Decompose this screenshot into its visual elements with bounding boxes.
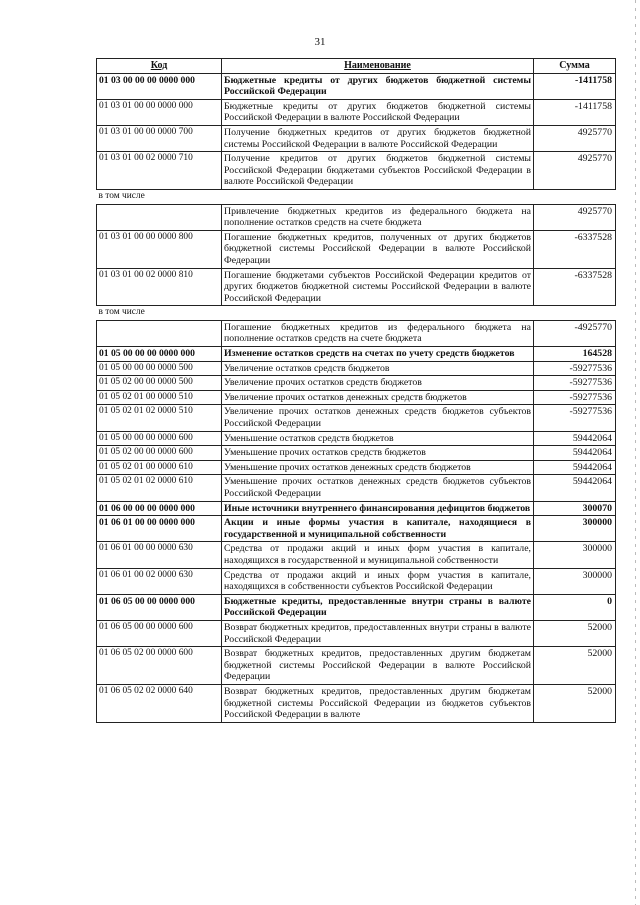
- row-code: 01 03 01 00 00 0000 000: [97, 99, 222, 125]
- row-code: 01 05 02 01 00 0000 610: [97, 460, 222, 475]
- row-code: 01 06 01 00 00 0000 630: [97, 542, 222, 568]
- row-sum: 59442064: [534, 446, 616, 461]
- note-text: в том числе: [97, 189, 616, 204]
- row-name: Получение бюджетных кредитов от других бюджетов бюджетной системы Российской Федерации в валюте Российской Федерации: [222, 125, 534, 151]
- row-sum: 59442064: [534, 475, 616, 501]
- row-sum: 4925770: [534, 152, 616, 190]
- row-name: Бюджетные кредиты, предоставленные внутри страны в валюте Российской Федерации: [222, 594, 534, 620]
- row-name: Погашение бюджетами субъектов Российской Федерации кредитов от других бюджетов бюджетной системы Российской Федерации в валюте Российской Федерации: [222, 268, 534, 306]
- row-name: Получение кредитов от других бюджетов бюджетной системы Российской Федерации бюджетами субъектов Российской Федерации в валюте Российской Федерации: [222, 152, 534, 190]
- row-sum: -59277536: [534, 390, 616, 405]
- table-row: [97, 230, 616, 268]
- row-sum: 52000: [534, 684, 616, 722]
- row-code: [97, 204, 222, 230]
- row-name: Увеличение прочих остатков средств бюджетов: [222, 376, 534, 391]
- row-sum: 52000: [534, 620, 616, 646]
- note-text: в том числе: [97, 306, 616, 321]
- table-row: [97, 125, 616, 151]
- table-row: [97, 405, 616, 431]
- table-body: [97, 73, 616, 722]
- note-row: [97, 189, 616, 204]
- table-row: [97, 73, 616, 99]
- row-code: 01 06 05 02 02 0000 640: [97, 684, 222, 722]
- row-code: 01 03 00 00 00 0000 000: [97, 73, 222, 99]
- row-code: 01 03 01 00 00 0000 700: [97, 125, 222, 151]
- table-row: [97, 684, 616, 722]
- row-sum: 4925770: [534, 204, 616, 230]
- table-row: [97, 320, 616, 346]
- table-row: [97, 390, 616, 405]
- row-sum: 300070: [534, 501, 616, 516]
- row-name: Бюджетные кредиты от других бюджетов бюджетной системы Российской Федерации в валюте Российской Федерации: [222, 99, 534, 125]
- row-name: Акции и иные формы участия в капитале, находящиеся в государственной и муниципальной собственности: [222, 516, 534, 542]
- table-row: [97, 568, 616, 594]
- table-row: [97, 204, 616, 230]
- row-name: Возврат бюджетных кредитов, предоставленных другим бюджетам бюджетной системы Российской Федерации в валюте Российской Федерации: [222, 647, 534, 685]
- row-name: Погашение бюджетных кредитов из федерального бюджета на пополнение остатков средств на счете бюджета: [222, 320, 534, 346]
- budget-sources-table: [96, 58, 616, 723]
- row-sum: 164528: [534, 347, 616, 362]
- note-row: [97, 306, 616, 321]
- table-row: [97, 431, 616, 446]
- table-row: [97, 594, 616, 620]
- row-code: 01 06 01 00 00 0000 000: [97, 516, 222, 542]
- row-code: 01 05 02 01 00 0000 510: [97, 390, 222, 405]
- row-name: Уменьшение прочих остатков денежных средств бюджетов: [222, 460, 534, 475]
- row-sum: -59277536: [534, 405, 616, 431]
- row-code: 01 05 02 01 02 0000 510: [97, 405, 222, 431]
- row-sum: 59442064: [534, 460, 616, 475]
- row-sum: -59277536: [534, 376, 616, 391]
- header-name: Наименование: [222, 59, 534, 74]
- table-row: [97, 542, 616, 568]
- header-code: Код: [97, 59, 222, 74]
- table-row: [97, 647, 616, 685]
- table-header-row: [97, 59, 616, 74]
- row-sum: -1411758: [534, 73, 616, 99]
- row-sum: -4925770: [534, 320, 616, 346]
- row-name: Увеличение остатков средств бюджетов: [222, 361, 534, 376]
- table-row: [97, 475, 616, 501]
- row-sum: -6337528: [534, 230, 616, 268]
- row-name: Уменьшение прочих остатков денежных средств бюджетов субъектов Российской Федерации: [222, 475, 534, 501]
- table-row: [97, 516, 616, 542]
- table-row: [97, 501, 616, 516]
- row-sum: 300000: [534, 516, 616, 542]
- table-row: [97, 620, 616, 646]
- table-row: [97, 152, 616, 190]
- scan-edge-artifact: [635, 0, 636, 905]
- row-code: 01 06 05 00 00 0000 600: [97, 620, 222, 646]
- row-code: 01 05 02 01 02 0000 610: [97, 475, 222, 501]
- row-code: 01 03 01 00 02 0000 810: [97, 268, 222, 306]
- row-code: 01 06 00 00 00 0000 000: [97, 501, 222, 516]
- row-code: 01 05 00 00 00 0000 500: [97, 361, 222, 376]
- row-code: 01 05 02 00 00 0000 500: [97, 376, 222, 391]
- row-code: 01 06 05 00 00 0000 000: [97, 594, 222, 620]
- row-name: Увеличение прочих остатков денежных средств бюджетов субъектов Российской Федерации: [222, 405, 534, 431]
- row-code: 01 05 00 00 00 0000 000: [97, 347, 222, 362]
- row-name: Уменьшение прочих остатков средств бюджетов: [222, 446, 534, 461]
- row-name: Привлечение бюджетных кредитов из федерального бюджета на пополнение остатков средств на счете бюджета: [222, 204, 534, 230]
- page-number: 31: [314, 36, 326, 48]
- row-code: 01 03 01 00 00 0000 800: [97, 230, 222, 268]
- row-name: Возврат бюджетных кредитов, предоставленных другим бюджетам бюджетной системы Российской Федерации из бюджетов субъектов Российской Федерации в валюте: [222, 684, 534, 722]
- table-row: [97, 460, 616, 475]
- row-code: [97, 320, 222, 346]
- table-row: [97, 268, 616, 306]
- row-sum: 300000: [534, 542, 616, 568]
- row-sum: -6337528: [534, 268, 616, 306]
- row-sum: -1411758: [534, 99, 616, 125]
- row-name: Увеличение прочих остатков денежных средств бюджетов: [222, 390, 534, 405]
- row-sum: 52000: [534, 647, 616, 685]
- row-code: 01 05 02 00 00 0000 600: [97, 446, 222, 461]
- row-name: Возврат бюджетных кредитов, предоставленных внутри страны в валюте Российской Федерации: [222, 620, 534, 646]
- row-sum: -59277536: [534, 361, 616, 376]
- row-name: Изменение остатков средств на счетах по учету средств бюджетов: [222, 347, 534, 362]
- table-row: [97, 361, 616, 376]
- row-code: 01 06 05 02 00 0000 600: [97, 647, 222, 685]
- row-name: Иные источники внутреннего финансирования дефицитов бюджетов: [222, 501, 534, 516]
- row-name: Бюджетные кредиты от других бюджетов бюджетной системы Российской Федерации: [222, 73, 534, 99]
- row-code: 01 06 01 00 02 0000 630: [97, 568, 222, 594]
- row-sum: 0: [534, 594, 616, 620]
- row-name: Уменьшение остатков средств бюджетов: [222, 431, 534, 446]
- row-name: Погашение бюджетных кредитов, полученных от других бюджетов бюджетной системы Российской Федерации в валюте Российской Федерации: [222, 230, 534, 268]
- row-code: 01 05 00 00 00 0000 600: [97, 431, 222, 446]
- table-row: [97, 347, 616, 362]
- row-sum: 4925770: [534, 125, 616, 151]
- header-sum: Сумма: [534, 59, 616, 74]
- row-sum: 300000: [534, 568, 616, 594]
- row-sum: 59442064: [534, 431, 616, 446]
- row-code: 01 03 01 00 02 0000 710: [97, 152, 222, 190]
- table-row: [97, 446, 616, 461]
- table-row: [97, 99, 616, 125]
- row-name: Средства от продажи акций и иных форм участия в капитале, находящихся в государственной и муниципальной собственности: [222, 542, 534, 568]
- row-name: Средства от продажи акций и иных форм участия в капитале, находящихся в собственности субъектов Российской Федерации: [222, 568, 534, 594]
- table-row: [97, 376, 616, 391]
